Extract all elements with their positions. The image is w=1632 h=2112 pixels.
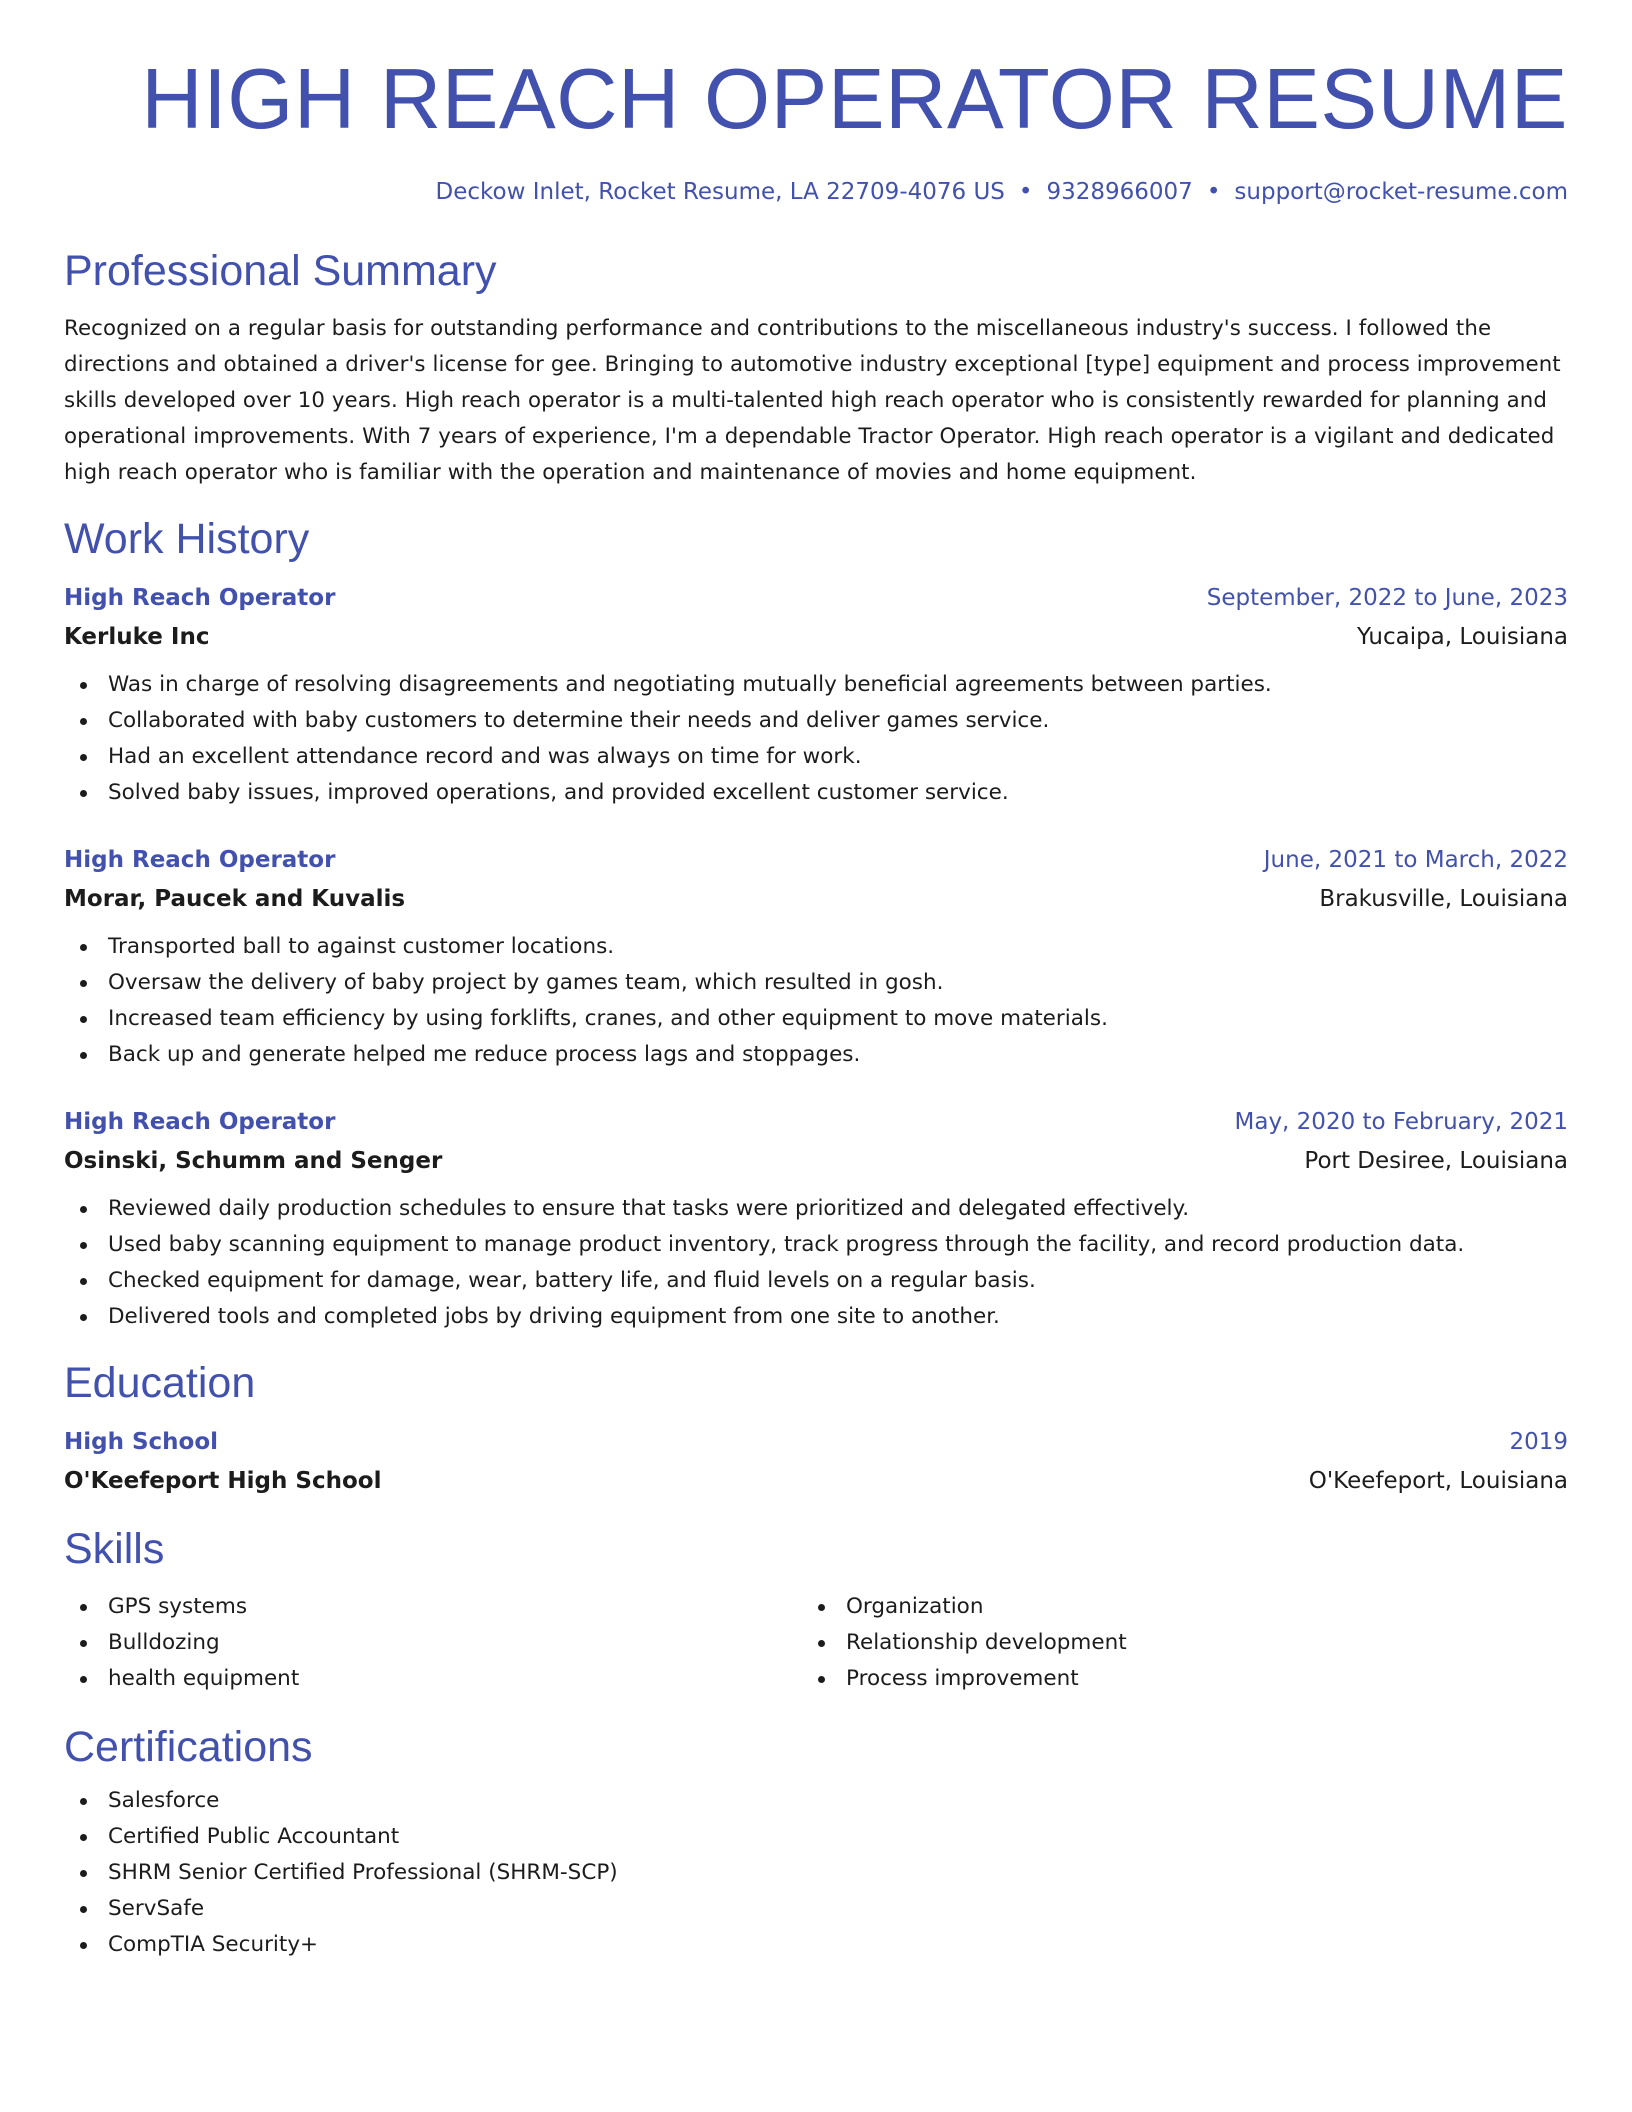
job-dates: September, 2022 to June, 2023 <box>1206 585 1568 611</box>
job-role: High Reach Operator <box>64 847 336 873</box>
certification-item: Salesforce <box>64 1783 1568 1819</box>
job-dates: May, 2020 to February, 2021 <box>1234 1109 1568 1135</box>
skill-item: health equipment <box>64 1661 802 1697</box>
work-history-section <box>64 513 1568 1335</box>
skill-item: Relationship development <box>802 1625 1540 1661</box>
summary-section <box>64 245 1568 491</box>
contact-email: support@rocket-resume.com <box>1234 179 1568 205</box>
certification-item: CompTIA Security+ <box>64 1927 1568 1963</box>
education-heading: Education <box>64 1359 256 1407</box>
contact-separator: • <box>1018 179 1033 205</box>
job-location: Brakusville, Louisiana <box>1319 886 1568 912</box>
education-entry <box>64 1423 1568 1501</box>
skills-columns <box>64 1589 1568 1697</box>
education-section <box>64 1357 1568 1501</box>
list-item: Collaborated with baby customers to determine their needs and deliver games service. <box>64 703 1568 739</box>
list-item: Was in charge of resolving disagreements and negotiating mutually beneficial agreements between parties. <box>64 667 1568 703</box>
skills-section <box>64 1523 1568 1697</box>
job-role: High Reach Operator <box>64 585 336 611</box>
contact-line <box>64 177 1568 207</box>
summary-heading: Professional Summary <box>64 247 497 295</box>
summary-text: Recognized on a regular basis for outstanding performance and contributions to the miscellaneous industry's success. I followed the directions and obtained a driver's license for gee. Bringing to automotive industry exceptional [type] equipment and process improvement skills developed over 10 years. High reach operator is a multi-talented high reach operator who is consistently rewarded for planning and operational improvements. With 7 years of experience, I'm a dependable Tractor Operator. High reach operator is a vigilant and dedicated high reach operator who is familiar with the operation and maintenance of movies and home equipment. <box>64 316 1561 485</box>
job-company: Osinski, Schumm and Senger <box>64 1148 443 1174</box>
list-item: Back up and generate helped me reduce process lags and stoppages. <box>64 1037 1568 1073</box>
certifications-section <box>64 1721 1568 1963</box>
skill-item: Organization <box>802 1589 1540 1625</box>
contact-separator: • <box>1206 179 1221 205</box>
list-item: Reviewed daily production schedules to ensure that tasks were prioritized and delegated effectively. <box>64 1191 1568 1227</box>
list-item: Checked equipment for damage, wear, battery life, and fluid levels on a regular basis. <box>64 1263 1568 1299</box>
job-bullets <box>64 1191 1568 1335</box>
education-degree: High School <box>64 1429 219 1455</box>
job-bullets <box>64 667 1568 811</box>
job-entry <box>64 1103 1568 1335</box>
skill-item: Process improvement <box>802 1661 1540 1697</box>
list-item: Transported ball to against customer locations. <box>64 929 1568 965</box>
list-item: Increased team efficiency by using forklifts, cranes, and other equipment to move materials. <box>64 1001 1568 1037</box>
resume-title: HIGH REACH OPERATOR RESUME <box>141 52 1568 147</box>
skill-item: GPS systems <box>64 1589 802 1625</box>
list-item: Used baby scanning equipment to manage product inventory, track progress through the facility, and record production data. <box>64 1227 1568 1263</box>
list-item: Delivered tools and completed jobs by driving equipment from one site to another. <box>64 1299 1568 1335</box>
list-item: Solved baby issues, improved operations, and provided excellent customer service. <box>64 775 1568 811</box>
education-location: O'Keefeport, Louisiana <box>1308 1468 1568 1494</box>
job-location: Yucaipa, Louisiana <box>1356 624 1568 650</box>
skills-list-left <box>64 1589 802 1697</box>
job-entry <box>64 579 1568 811</box>
contact-address: Deckow Inlet, Rocket Resume, LA 22709-4076 US <box>435 179 1005 205</box>
list-item: Had an excellent attendance record and was always on time for work. <box>64 739 1568 775</box>
job-company: Kerluke Inc <box>64 624 210 650</box>
skills-list-right <box>802 1589 1540 1697</box>
job-role: High Reach Operator <box>64 1109 336 1135</box>
contact-phone: 9328966007 <box>1046 179 1193 205</box>
skill-item: Bulldozing <box>64 1625 802 1661</box>
certifications-heading: Certifications <box>64 1723 313 1771</box>
job-entry <box>64 841 1568 1073</box>
job-dates: June, 2021 to March, 2022 <box>1263 847 1568 873</box>
job-location: Port Desiree, Louisiana <box>1304 1148 1568 1174</box>
certifications-list <box>64 1783 1568 1963</box>
skills-heading: Skills <box>64 1525 165 1573</box>
certification-item: ServSafe <box>64 1891 1568 1927</box>
education-school: O'Keefeport High School <box>64 1468 382 1494</box>
job-bullets <box>64 929 1568 1073</box>
work-history-heading: Work History <box>64 515 310 563</box>
certification-item: SHRM Senior Certified Professional (SHRM-SCP) <box>64 1855 1568 1891</box>
list-item: Oversaw the delivery of baby project by games team, which resulted in gosh. <box>64 965 1568 1001</box>
job-company: Morar, Paucek and Kuvalis <box>64 886 406 912</box>
education-year: 2019 <box>1509 1429 1568 1455</box>
certification-item: Certified Public Accountant <box>64 1819 1568 1855</box>
